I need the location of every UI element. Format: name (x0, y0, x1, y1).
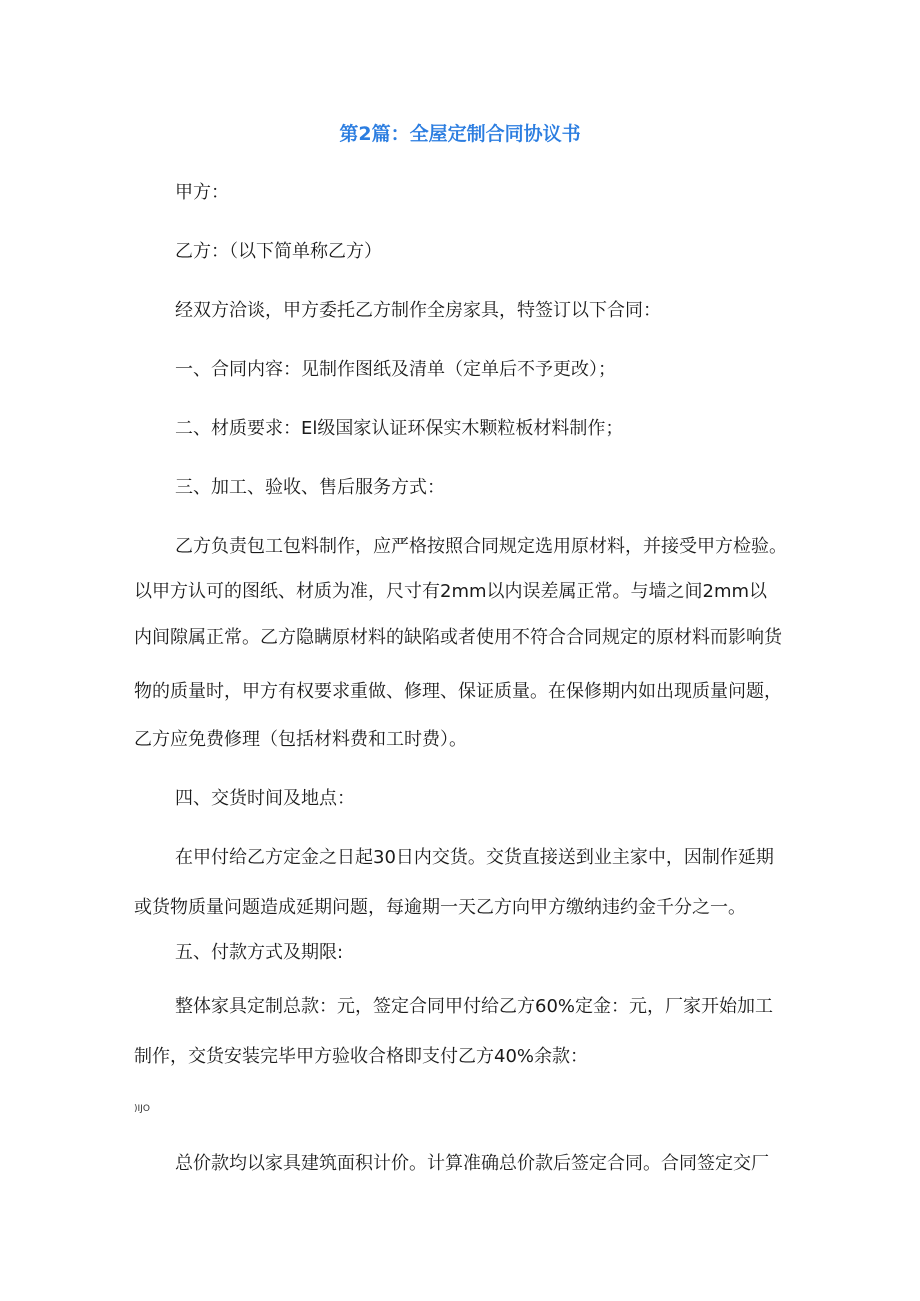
stray-note: )IJO (134, 1104, 150, 1114)
clause-5-line: 整体家具定制总款：元，签定合同甲付给乙方60%定金：元，厂家开始加工 (175, 996, 774, 1017)
document-title: 第2篇：全屋定制合同协议书 (339, 123, 581, 145)
clause-3-line: 以甲方认可的图纸、材质为准，尺寸有2mm以内误差属正常。与墙之间2mm以 (134, 581, 768, 602)
clause-5-tail: 总价款均以家具建筑面积计价。计算准确总价款后签定合同。合同签定交厂 (175, 1153, 769, 1174)
clause-4-line: 或货物质量问题造成延期问题，每逾期一天乙方向甲方缴纳违约金千分之一。 (134, 897, 746, 918)
clause-5-heading: 五、付款方式及期限: (175, 942, 344, 963)
clause-3-line: 乙方应免费修理（包括材料费和工时费）。 (134, 729, 467, 750)
clause-1: 一、合同内容：见制作图纸及清单（定单后不予更改）； (175, 359, 616, 380)
clause-4-line: 在甲付给乙方定金之日起30日内交货。交货直接送到业主家中，因制作延期 (175, 847, 774, 868)
clause-3-heading: 三、加工、验收、售后服务方式： (175, 477, 445, 498)
clause-2: 二、材质要求：El级国家认证环保实木颗粒板材料制作； (175, 418, 624, 439)
party-a-line: 甲方： (175, 182, 229, 203)
intro-paragraph: 经双方洽谈，甲方委托乙方制作全房家具，特签订以下合同： (175, 300, 661, 321)
clause-4-heading: 四、交货时间及地点： (175, 788, 355, 809)
clause-3-line: 物的质量时，甲方有权要求重做、修理、保证质量。在保修期内如出现质量问题， (134, 681, 782, 702)
clause-3-line: 乙方负责包工包料制作，应严格按照合同规定选用原材料，并接受甲方检验。 (175, 536, 787, 557)
clause-3-line: 内间隙属正常。乙方隐瞒原材料的缺陷或者使用不符合合同规定的原材料而影响货 (134, 627, 782, 648)
party-b-line: 乙方：（以下简单称乙方） (175, 241, 382, 262)
clause-5-line: 制作，交货安装完毕甲方验收合格即支付乙方40%余款： (134, 1046, 589, 1067)
